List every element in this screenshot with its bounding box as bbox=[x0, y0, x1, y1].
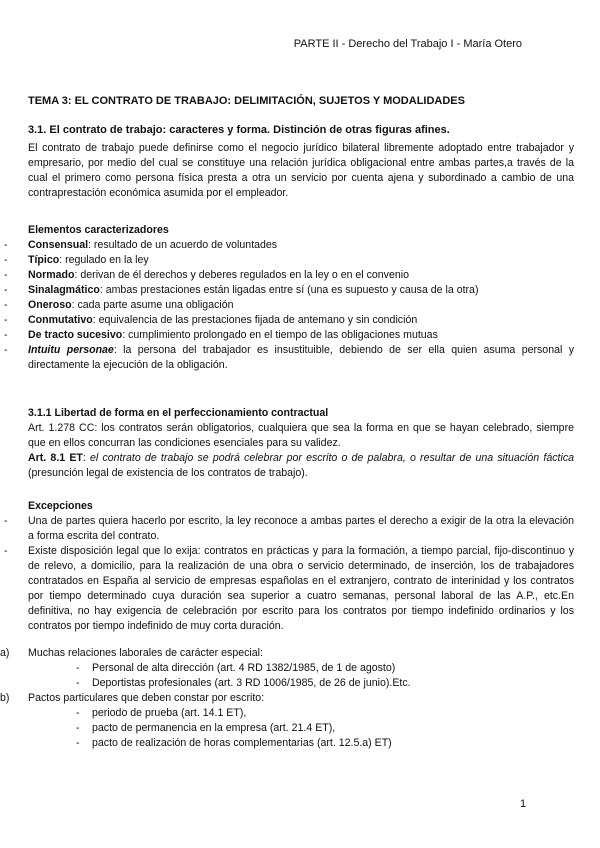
list-item bbox=[28, 313, 574, 328]
page-number: 1 bbox=[520, 798, 527, 810]
alpha-item-a bbox=[0, 646, 574, 661]
term-description: : la persona del trabajador es insustituible, debiendo de ser ella quien asuma personal y directamente la ejecución de la obligación. bbox=[28, 344, 574, 371]
special-cases bbox=[0, 646, 574, 751]
term-description: : cada parte asume una obligación bbox=[71, 299, 234, 311]
excepciones-heading: Excepciones bbox=[28, 500, 93, 512]
running-header: PARTE II - Derecho del Trabajo I - María Otero bbox=[293, 38, 522, 50]
alpha-marker: a) bbox=[0, 647, 10, 659]
list-item: - Personal de alta dirección (art. 4 RD 1382/1985, de 1 de agosto) bbox=[76, 661, 574, 676]
section-3-1-heading: 3.1. El contrato de trabajo: caracteres y forma. Distinción de otras figuras afines. bbox=[28, 124, 450, 136]
section-3-1-1-heading: 3.1.1 Libertad de forma en el perfeccionamiento contractual bbox=[28, 407, 329, 419]
alpha-item-b bbox=[0, 691, 574, 706]
list-item bbox=[28, 514, 574, 544]
list-item: - pacto de realización de horas complementarias (art. 12.5.a) ET) bbox=[76, 736, 574, 751]
list-item: - Deportistas profesionales (art. 3 RD 1006/1985, de 26 de junio).Etc. bbox=[76, 676, 574, 691]
list-item bbox=[28, 238, 574, 253]
list-item: - pacto de permanencia en la empresa (art. 21.4 ET), bbox=[76, 721, 574, 736]
term: Típico bbox=[28, 254, 60, 266]
art-8-1-colon: : bbox=[82, 452, 91, 464]
list-item bbox=[28, 253, 574, 268]
term: Normado bbox=[28, 269, 75, 281]
term-description: : resultado de un acuerdo de voluntades bbox=[88, 239, 278, 251]
alpha-b-sublist bbox=[76, 706, 574, 751]
list-item bbox=[28, 328, 574, 343]
excepciones-list bbox=[28, 514, 574, 634]
alpha-marker: b) bbox=[0, 692, 10, 704]
term: Consensual bbox=[28, 239, 89, 251]
term-description: : derivan de él derechos y deberes regulados en la ley o en el convenio bbox=[74, 269, 410, 281]
definition-paragraph: El contrato de trabajo puede definirse como el negocio jurídico bilateral libremente adoptado entre trabajador y empresario, por medio del cual se constituye una relación jurídica obligacional entre ambas partes,a través de la cual el primero como persona física presta a otra un servicio por cuenta ajena y subordinado a cambio de una contraprestación económica asumida por el empleador. bbox=[28, 142, 574, 199]
art-1278-paragraph: Art. 1.278 CC: los contratos serán obligatorios, cualquiera que sea la forma en que se hayan celebrado, siempre que en ellos concurran las condiciones esenciales para su validez. bbox=[28, 422, 574, 449]
list-item bbox=[28, 298, 574, 313]
term-description: : ambas prestaciones están ligadas entre sí (una es supuesto y causa de la otra) bbox=[99, 284, 479, 296]
alpha-a-sublist bbox=[76, 661, 574, 691]
document-body bbox=[0, 94, 575, 751]
term: Intuitu personae bbox=[28, 344, 114, 356]
alpha-text: Pactos particulares que deben constar por escrito: bbox=[28, 692, 265, 704]
document-title: TEMA 3: EL CONTRATO DE TRABAJO: DELIMITACIÓN, SUJETOS Y MODALIDADES bbox=[28, 95, 465, 107]
art-8-1-label: Art. 8.1 ET bbox=[28, 452, 83, 464]
exception-text: Existe disposición legal que lo exija: contratos en prácticas y para la formación, a tiempo parcial, fijo-discontinuo y de relevo, a domicilio, para la realización de una obra o servicio determinado, de inserción, los de trabajadores contratados en España al servicio de empresas españolas en el extranjero, contrato de interinidad y los contratos por tiempo determinado cuya duración sea superior a cuatro semanas, personal laboral de las A.P., etc. bbox=[28, 545, 574, 602]
list-item bbox=[28, 268, 574, 283]
art-8-1-quote: el contrato de trabajo se podrá celebrar por escrito o de palabra, o resultar de una situación fáctica bbox=[90, 452, 575, 464]
term: Conmutativo bbox=[28, 314, 93, 326]
term-description: : regulado en la ley bbox=[59, 254, 149, 266]
alpha-text: Muchas relaciones laborales de carácter especial: bbox=[28, 647, 263, 659]
elementos-heading: Elementos caracterizadores bbox=[28, 224, 169, 236]
term-description: : cumplimiento prolongado en el tiempo de las obligaciones mutuas bbox=[122, 329, 438, 341]
art-8-1-rest: (presunción legal de existencia de los contratos de trabajo). bbox=[28, 467, 308, 479]
elementos-list bbox=[28, 238, 574, 373]
term: Oneroso bbox=[28, 299, 72, 311]
list-item bbox=[28, 544, 574, 634]
term: De tracto sucesivo bbox=[28, 329, 123, 341]
term: Sinalagmático bbox=[28, 284, 100, 296]
list-item: - periodo de prueba (art. 14.1 ET), bbox=[76, 706, 574, 721]
exception-continuation: En definitiva, no hay exigencia de celebración por escrito para los contratos por tiempo indefinido ordinarios y los contratos por tiempo indefinido de muy corta duración. bbox=[28, 590, 574, 632]
exception-text: Una de partes quiera hacerlo por escrito, la ley reconoce a ambas partes el derecho a exigir de la otra la elevación a forma escrita del contrato. bbox=[28, 515, 574, 542]
list-item bbox=[28, 283, 574, 298]
art-8-1-paragraph bbox=[28, 451, 574, 481]
list-item bbox=[28, 343, 574, 373]
term-description: : equivalencia de las prestaciones fijada de antemano y sin condición bbox=[92, 314, 418, 326]
